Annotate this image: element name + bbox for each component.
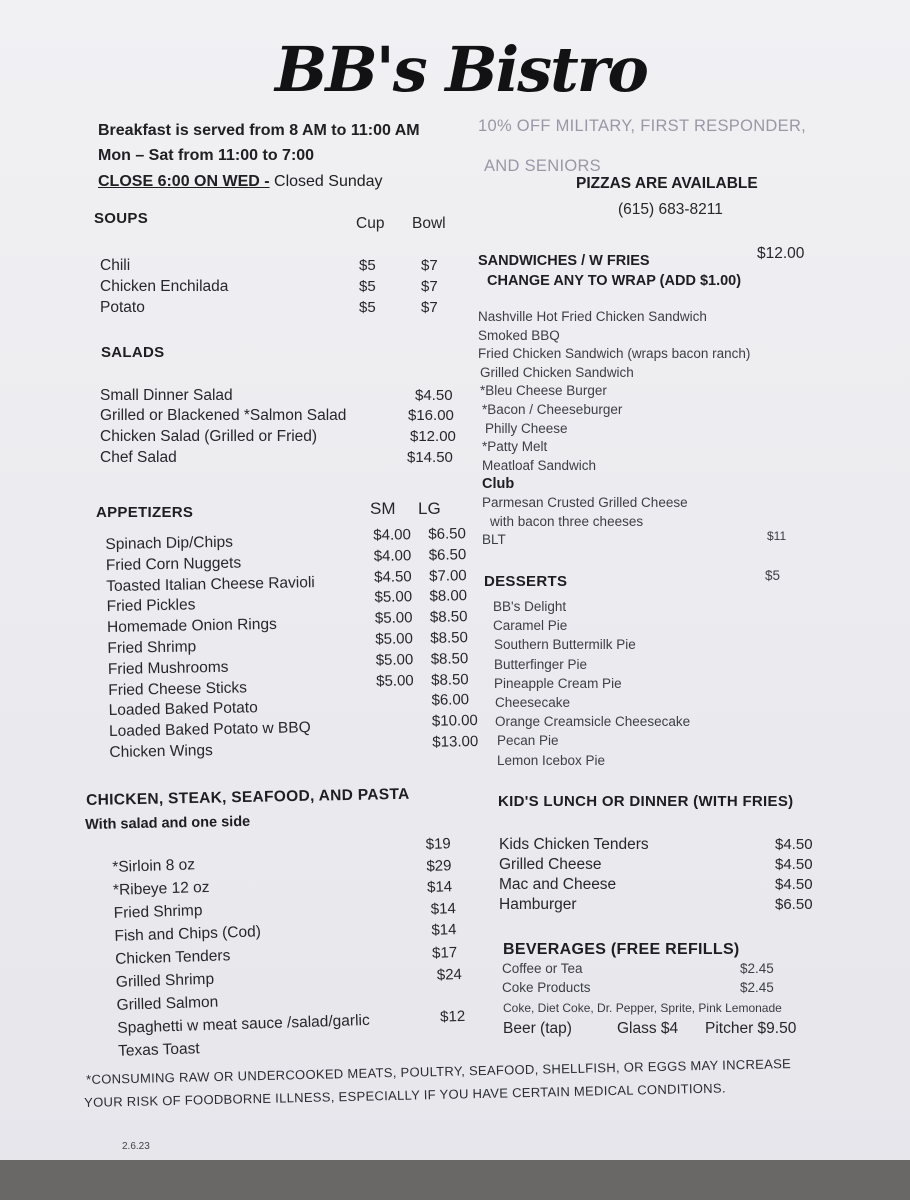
kids-item-price: $4.50: [775, 876, 813, 893]
restaurant-logo: BB's Bistro: [275, 33, 647, 106]
salads-heading: SALADS: [101, 344, 165, 361]
kids-item-name: Grilled Cheese: [499, 856, 602, 873]
entree-price: $14: [426, 878, 453, 897]
appetizer-lg-price: $6.50: [428, 525, 467, 543]
entree-price: $24: [436, 965, 463, 984]
soup-name: Potato: [100, 299, 145, 316]
salad-name: Chicken Salad (Grilled or Fried): [100, 428, 318, 445]
salad-price: $12.00: [410, 428, 456, 445]
soup-cup-price: $5: [359, 257, 376, 274]
appetizer-sm-price: $5.00: [375, 630, 414, 648]
dessert-item: Pecan Pie: [497, 733, 559, 749]
disclaimer-line2: YOUR RISK OF FOODBORNE ILLNESS, ESPECIALLY IF YOU HAVE CERTAIN MEDICAL CONDITIONS.: [84, 1080, 726, 1110]
promo-discount: 10% OFF MILITARY, FIRST RESPONDER,: [478, 117, 807, 135]
sandwiches-wrap-note: CHANGE ANY TO WRAP (ADD $1.00): [487, 273, 742, 289]
soda-list: Coke, Diet Coke, Dr. Pepper, Sprite, Pink Lemonade: [503, 1001, 782, 1015]
beverage-price: $2.45: [740, 961, 774, 976]
soup-cup-price: $5: [359, 278, 376, 295]
salad-name: Chef Salad: [100, 449, 177, 466]
desserts-heading: DESSERTS: [484, 573, 568, 590]
appetizer-sm-price: $4.50: [373, 567, 412, 586]
appetizer-lg-price: $8.00: [429, 587, 468, 606]
salad-name: Small Dinner Salad: [100, 387, 233, 404]
appetizer-sm-price: $5.00: [375, 650, 414, 669]
appetizer-sm-price: $4.00: [373, 526, 412, 544]
appetizer-lg-price: $6.50: [428, 545, 467, 564]
blt-price: $11: [767, 529, 787, 543]
appetizer-name: Fried Shrimp: [107, 638, 197, 658]
sandwich-item: Smoked BBQ: [478, 327, 560, 343]
appetizer-lg-price: $8.50: [430, 649, 469, 668]
entree-price: $17: [431, 943, 458, 962]
entree-name: *Ribeye 12 oz: [112, 878, 210, 899]
entree-price: $29: [426, 856, 452, 875]
appetizer-name: Fried Pickles: [106, 596, 196, 616]
dessert-item: Orange Creamsicle Cheesecake: [495, 714, 691, 730]
beverages-heading: BEVERAGES (FREE REFILLS): [503, 941, 740, 958]
entrees-heading: CHICKEN, STEAK, SEAFOOD, AND PASTA: [86, 785, 410, 809]
sandwiches-price: $12.00: [757, 245, 805, 262]
close-wed-text: CLOSE 6:00 ON WED -: [98, 173, 270, 190]
sandwich-item: *Bleu Cheese Burger: [480, 383, 607, 399]
sandwich-item: Philly Cheese: [485, 420, 568, 436]
sandwich-item: Club: [482, 476, 515, 493]
entree-name: Fish and Chips (Cod): [114, 923, 262, 945]
appetizer-name: Spinach Dip/Chips: [105, 533, 234, 554]
kids-item-price: $4.50: [775, 856, 813, 873]
phone-number: (615) 683-8211: [618, 201, 723, 218]
appetizers-sm-header: SM: [370, 499, 396, 518]
soup-cup-price: $5: [359, 299, 376, 316]
entree-name: Spaghetti w meat sauce /salad/garlic: [117, 1011, 370, 1037]
entree-price: $19: [425, 835, 452, 854]
sandwiches-heading: SANDWICHES / W FRIES: [478, 253, 650, 269]
soup-bowl-price: $7: [421, 278, 438, 295]
entree-name: Grilled Salmon: [116, 993, 219, 1014]
soups-bowl-header: Bowl: [412, 215, 446, 232]
appetizer-name: Fried Corn Nuggets: [105, 554, 242, 574]
hours-breakfast: Breakfast is served from 8 AM to 11:00 AM: [98, 122, 420, 139]
kids-item-name: Mac and Cheese: [499, 876, 617, 893]
appetizer-lg-price: $13.00: [432, 732, 479, 751]
entree-name: Grilled Shrimp: [115, 970, 215, 991]
beer-glass-price: Glass $4: [617, 1020, 679, 1037]
desserts-price: $5: [765, 568, 781, 583]
kids-item-name: Kids Chicken Tenders: [499, 836, 649, 853]
salad-price: $4.50: [415, 387, 453, 404]
soups-heading: SOUPS: [94, 210, 149, 227]
dessert-item: BB's Delight: [493, 599, 567, 614]
dessert-item: Pineapple Cream Pie: [494, 675, 622, 691]
entree-name: Chicken Tenders: [114, 947, 231, 968]
appetizer-sm-price: $4.00: [373, 547, 412, 565]
entree-price: $14: [430, 899, 457, 918]
salad-price: $14.50: [407, 449, 453, 466]
kids-heading: KID'S LUNCH OR DINNER (WITH FRIES): [498, 793, 794, 810]
soups-cup-header: Cup: [356, 215, 385, 232]
appetizers-lg-header: LG: [418, 499, 441, 518]
appetizer-name: Fried Mushrooms: [107, 658, 229, 678]
closed-sunday-text: Closed Sunday: [269, 173, 383, 190]
beverage-price: $2.45: [740, 980, 774, 995]
pizzas-available: PIZZAS ARE AVAILABLE: [576, 175, 758, 192]
appetizer-name: Fried Cheese Sticks: [108, 678, 248, 699]
appetizer-name: Toasted Italian Cheese Ravioli: [106, 573, 315, 595]
soup-name: Chili: [100, 257, 131, 274]
dessert-item: Southern Buttermilk Pie: [494, 637, 636, 653]
promo-seniors: AND SENIORS: [484, 157, 601, 175]
beer-pitcher-price: Pitcher $9.50: [705, 1020, 797, 1037]
kids-item-name: Hamburger: [499, 896, 577, 913]
menu-date: 2.6.23: [122, 1141, 150, 1152]
appetizer-name: Homemade Onion Rings: [106, 615, 277, 637]
beer-tap: Beer (tap): [503, 1020, 572, 1037]
beverage-name: Coffee or Tea: [502, 961, 583, 976]
entrees-subtitle: With salad and one side: [85, 813, 251, 833]
sandwich-item: Grilled Chicken Sandwich: [480, 364, 634, 380]
soup-bowl-price: $7: [421, 299, 438, 316]
dessert-item: Butterfinger Pie: [494, 656, 588, 672]
sandwich-item: *Bacon / Cheeseburger: [482, 402, 623, 417]
appetizer-name: Loaded Baked Potato: [108, 699, 258, 720]
sandwich-item: Nashville Hot Fried Chicken Sandwich: [478, 309, 707, 324]
entree-name: Texas Toast: [117, 1040, 200, 1060]
appetizer-sm-price: $5.00: [375, 671, 414, 690]
appetizer-name: Loaded Baked Potato w BBQ: [108, 719, 311, 741]
entree-price: $14: [431, 921, 457, 939]
kids-item-price: $6.50: [775, 896, 813, 913]
soup-name: Chicken Enchilada: [100, 278, 229, 295]
dessert-item: Lemon Icebox Pie: [497, 752, 606, 768]
salad-name: Grilled or Blackened *Salmon Salad: [100, 407, 347, 424]
soup-bowl-price: $7: [421, 257, 438, 274]
sandwich-item: Meatloaf Sandwich: [482, 457, 597, 473]
entree-name: *Sirloin 8 oz: [112, 856, 196, 876]
appetizer-lg-price: $8.50: [430, 629, 469, 647]
salad-price: $16.00: [408, 407, 454, 424]
appetizer-sm-price: $5.00: [374, 609, 413, 628]
appetizer-sm-price: $5.00: [374, 588, 413, 607]
appetizer-lg-price: $7.00: [428, 566, 467, 585]
sandwich-item: with bacon three cheeses: [490, 513, 644, 529]
floor-background: [0, 1160, 910, 1200]
entree-name: Fried Shrimp: [113, 902, 203, 922]
hours-weekday: Mon – Sat from 11:00 to 7:00: [98, 147, 315, 164]
appetizer-lg-price: $8.50: [429, 608, 468, 627]
appetizer-name: Chicken Wings: [109, 742, 213, 762]
sandwich-item: *Patty Melt: [482, 439, 548, 455]
appetizer-lg-price: $8.50: [430, 670, 469, 689]
sandwich-item: Fried Chicken Sandwich (wraps bacon ranch): [478, 346, 751, 362]
entree-price: $12: [439, 1007, 466, 1026]
dessert-item: Cheesecake: [495, 695, 571, 710]
blt-item: BLT: [482, 532, 506, 547]
kids-item-price: $4.50: [775, 836, 813, 853]
appetizer-lg-price: $6.00: [431, 691, 470, 710]
appetizers-heading: APPETIZERS: [96, 504, 194, 521]
sandwich-item: Parmesan Crusted Grilled Cheese: [482, 495, 688, 510]
appetizer-lg-price: $10.00: [431, 712, 478, 731]
beverage-name: Coke Products: [502, 980, 591, 995]
dessert-item: Caramel Pie: [493, 618, 568, 634]
disclaimer-line1: *CONSUMING RAW OR UNDERCOOKED MEATS, POULTRY, SEAFOOD, SHELLFISH, OR EGGS MAY INCREASE: [86, 1056, 792, 1087]
